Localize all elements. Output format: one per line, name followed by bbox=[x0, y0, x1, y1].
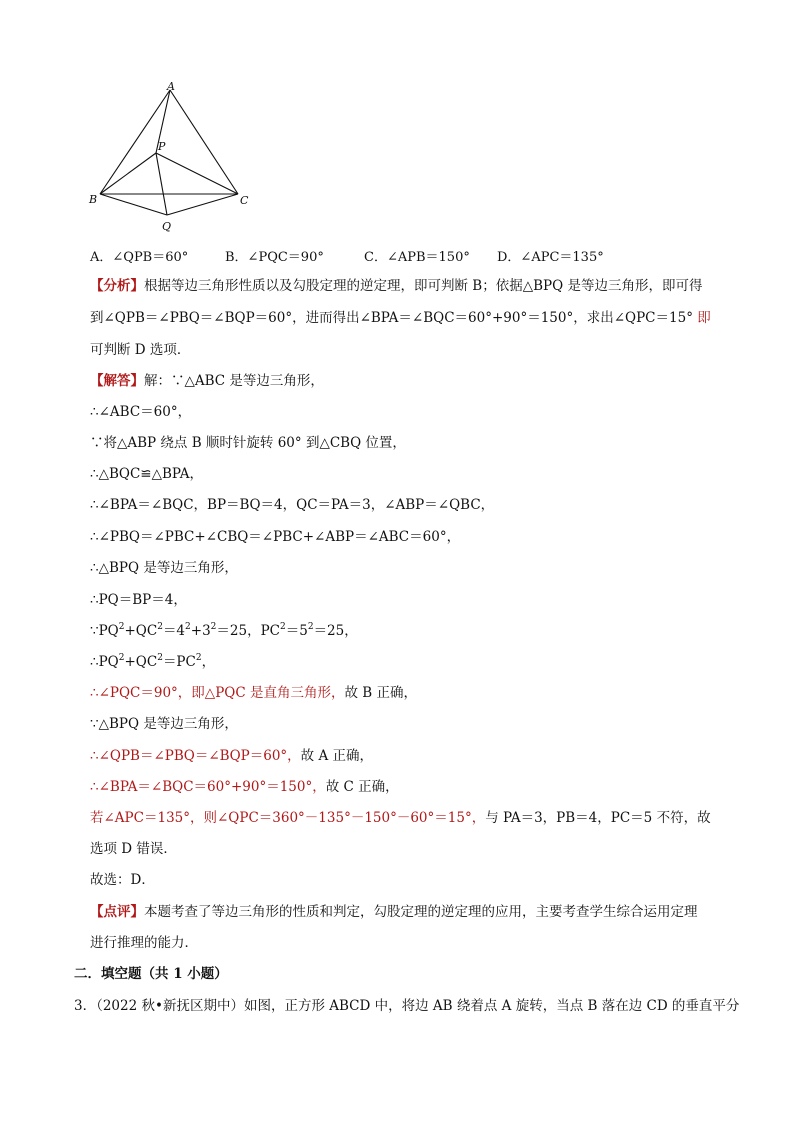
eq8-c: ＝4 bbox=[162, 623, 186, 639]
analysis-text-1: 根据等边三角形性质以及勾股定理的逆定理，即可判断 B；依据△BPQ 是等边三角形，即可得 bbox=[144, 278, 703, 294]
analysis-text-2: 到∠QPB＝∠PBQ＝∠BQP＝60°，进而得出∠BPA＝∠BQC＝60°+90°＝150°，求出∠QPC＝15° bbox=[90, 310, 693, 326]
label-C: C bbox=[240, 194, 249, 207]
solution-line-6: ∴△BPQ 是等边三角形， bbox=[90, 560, 238, 576]
eq8-sup-6: 2 bbox=[307, 622, 314, 632]
eq12-a: ∴∠QPB＝∠PBQ＝∠BQP＝60°， bbox=[90, 748, 301, 764]
solution-line-1: ∴∠ABC＝60°， bbox=[90, 404, 192, 420]
eq9-sup-3: 2 bbox=[195, 653, 202, 663]
option-c: C．∠APB＝150° bbox=[364, 250, 470, 265]
eq14-b: 与 PA＝3，PB＝4，PC＝5 不符，故 bbox=[485, 810, 711, 826]
segment-QC bbox=[167, 194, 238, 215]
eq9-b: +QC bbox=[124, 654, 158, 670]
solution-line-2: ∵将△ABP 绕点 B 顺时针旋转 60° 到△CBQ 位置， bbox=[90, 435, 406, 451]
eq9-a: ∴PQ bbox=[90, 654, 119, 670]
comment-line-1 bbox=[90, 902, 698, 922]
solution-line-7: ∴PQ＝BP＝4， bbox=[90, 592, 187, 608]
eq13-a: ∴∠BPA＝∠BQC＝60°+90°＝150°， bbox=[90, 779, 326, 795]
eq8-f: ＝5 bbox=[285, 623, 308, 639]
option-a: A．∠QPB＝60° bbox=[90, 250, 189, 265]
label-P: P bbox=[158, 140, 166, 153]
label-B: B bbox=[89, 193, 98, 206]
eq8-b: +QC bbox=[124, 623, 158, 639]
comment-tag: 【点评】 bbox=[90, 904, 144, 920]
solution-line-15: 选项 D 错误． bbox=[90, 841, 177, 857]
solution-line-10 bbox=[90, 683, 417, 703]
solution-line-14 bbox=[90, 808, 711, 828]
comment-text-1: 本题考查了等边三角形的性质和判定，勾股定理的逆定理的应用，主要考查学生综合运用定理 bbox=[144, 904, 698, 920]
solution-answer: 故选：D． bbox=[90, 872, 155, 888]
eq8-sup-5: 2 bbox=[280, 622, 286, 632]
option-d: D．∠APC＝135° bbox=[497, 250, 604, 265]
question-3-text: 3．（2022 秋•新抚区期中）如图，正方形 ABCD 中，将边 AB 绕着点 A 旋转，当点 B 落在边 CD 的垂直平分 bbox=[74, 998, 740, 1014]
solution-head: 解：∵△ABC 是等边三角形， bbox=[144, 373, 324, 389]
eq8-sup-4: 2 bbox=[210, 622, 217, 632]
eq9-c: ＝PC bbox=[162, 654, 196, 670]
solution-line-5: ∴∠PBQ＝∠PBC+∠CBQ＝∠PBC+∠ABP＝∠ABC＝60°， bbox=[90, 529, 461, 545]
analysis-line-1 bbox=[90, 276, 702, 296]
eq8-g: ＝25， bbox=[313, 623, 358, 639]
analysis-text-2b: 即 bbox=[692, 310, 711, 326]
eq9-sup-2: 2 bbox=[157, 653, 163, 663]
segment-PC bbox=[156, 153, 238, 194]
eq9-d: ， bbox=[201, 654, 216, 670]
eq8-a: ∵PQ bbox=[90, 623, 119, 639]
eq8-sup-3: 2 bbox=[185, 622, 191, 632]
label-A: A bbox=[167, 80, 175, 93]
solution-line-3: ∴△BQC≌△BPA， bbox=[90, 466, 203, 482]
eq12-b: 故 A 正确， bbox=[300, 748, 374, 764]
option-b: B．∠PQC＝90° bbox=[225, 250, 324, 265]
solution-line-head bbox=[90, 371, 324, 391]
segment-PQ bbox=[156, 153, 167, 215]
eq14-a: 若∠APC＝135°，则∠QPC＝360°－135°－150°－60°＝15°， bbox=[90, 810, 486, 826]
eq8-e: ＝25，PC bbox=[216, 623, 280, 639]
solution-line-11: ∵△BPQ 是等边三角形， bbox=[90, 716, 238, 732]
solution-line-13 bbox=[90, 777, 399, 797]
segment-BQ bbox=[100, 194, 167, 215]
solution-line-12 bbox=[90, 746, 373, 766]
eq9-sup-1: 2 bbox=[118, 653, 125, 663]
label-Q: Q bbox=[162, 220, 172, 233]
analysis-line-2 bbox=[90, 308, 711, 328]
eq8-sup-1: 2 bbox=[118, 622, 125, 632]
analysis-tag: 【分析】 bbox=[90, 278, 144, 294]
solution-line-8 bbox=[90, 621, 358, 641]
eq10-b: 故 B 正确， bbox=[344, 685, 417, 701]
section-2-title: 二．填空题（共 1 小题） bbox=[74, 966, 228, 982]
eq10-a: ∴∠PQC＝90°，即△PQC 是直角三角形， bbox=[90, 685, 345, 701]
analysis-line-3: 可判断 D 选项． bbox=[90, 342, 191, 358]
eq8-d: +3 bbox=[190, 623, 211, 639]
segment-BP bbox=[100, 153, 156, 194]
comment-line-2: 进行推理的能力． bbox=[90, 935, 198, 951]
solution-line-9 bbox=[90, 652, 215, 672]
eq8-sup-2: 2 bbox=[157, 622, 163, 632]
segment-AC bbox=[170, 90, 238, 194]
eq13-b: 故 C 正确， bbox=[325, 779, 399, 795]
solution-line-4: ∴∠BPA＝∠BQC，BP＝BQ＝4，QC＝PA＝3，∠ABP＝∠QBC， bbox=[90, 497, 495, 513]
solution-tag: 【解答】 bbox=[90, 373, 144, 389]
